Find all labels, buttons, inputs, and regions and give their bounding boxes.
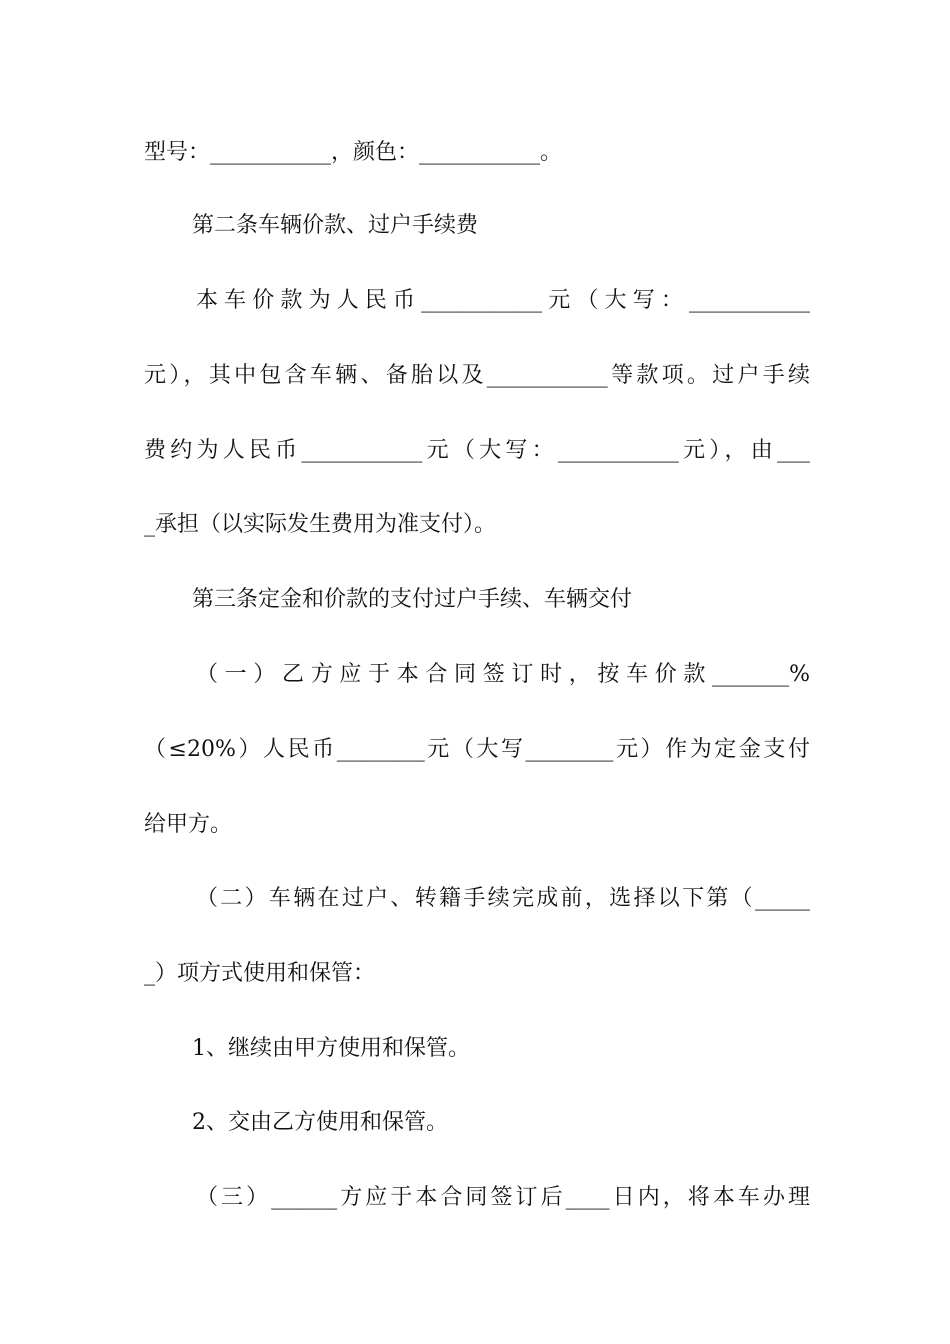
article-2-heading: 第二条车辆价款、过户手续费 (192, 213, 479, 238)
model-color-line: 型号：___________，颜色：___________。 (144, 140, 563, 165)
deposit-line-2: （≤20%）人民币________元（大写________元）作为定金支付 (144, 737, 810, 762)
deposit-line-3: 给甲方。 (144, 812, 233, 837)
price-line-3: 费约为人民币___________元（大写：___________元），由___ (144, 438, 810, 463)
custody-option-2: 2、交由乙方使用和保管。 (192, 1110, 448, 1135)
transfer-line-1: （三）______方应于本合同签订后____日内，将本车办理 (196, 1185, 810, 1210)
custody-option-1: 1、继续由甲方使用和保管。 (192, 1036, 470, 1061)
price-line-2: 元），其中包含车辆、备胎以及___________等款项。过户手续 (144, 363, 810, 388)
custody-line-1: （二）车辆在过户、转籍手续完成前，选择以下第（_____ (196, 886, 810, 911)
price-line-1: 本车价款为人民币___________元（大写：___________ (196, 288, 810, 313)
article-3-heading: 第三条定金和价款的支付过户手续、车辆交付 (192, 587, 633, 612)
deposit-line-1: （一）乙方应于本合同签订时，按车价款_______% (196, 662, 810, 687)
price-line-4: _承担（以实际发生费用为准支付）。 (144, 512, 497, 537)
custody-line-2: _）项方式使用和保管： (144, 961, 376, 986)
